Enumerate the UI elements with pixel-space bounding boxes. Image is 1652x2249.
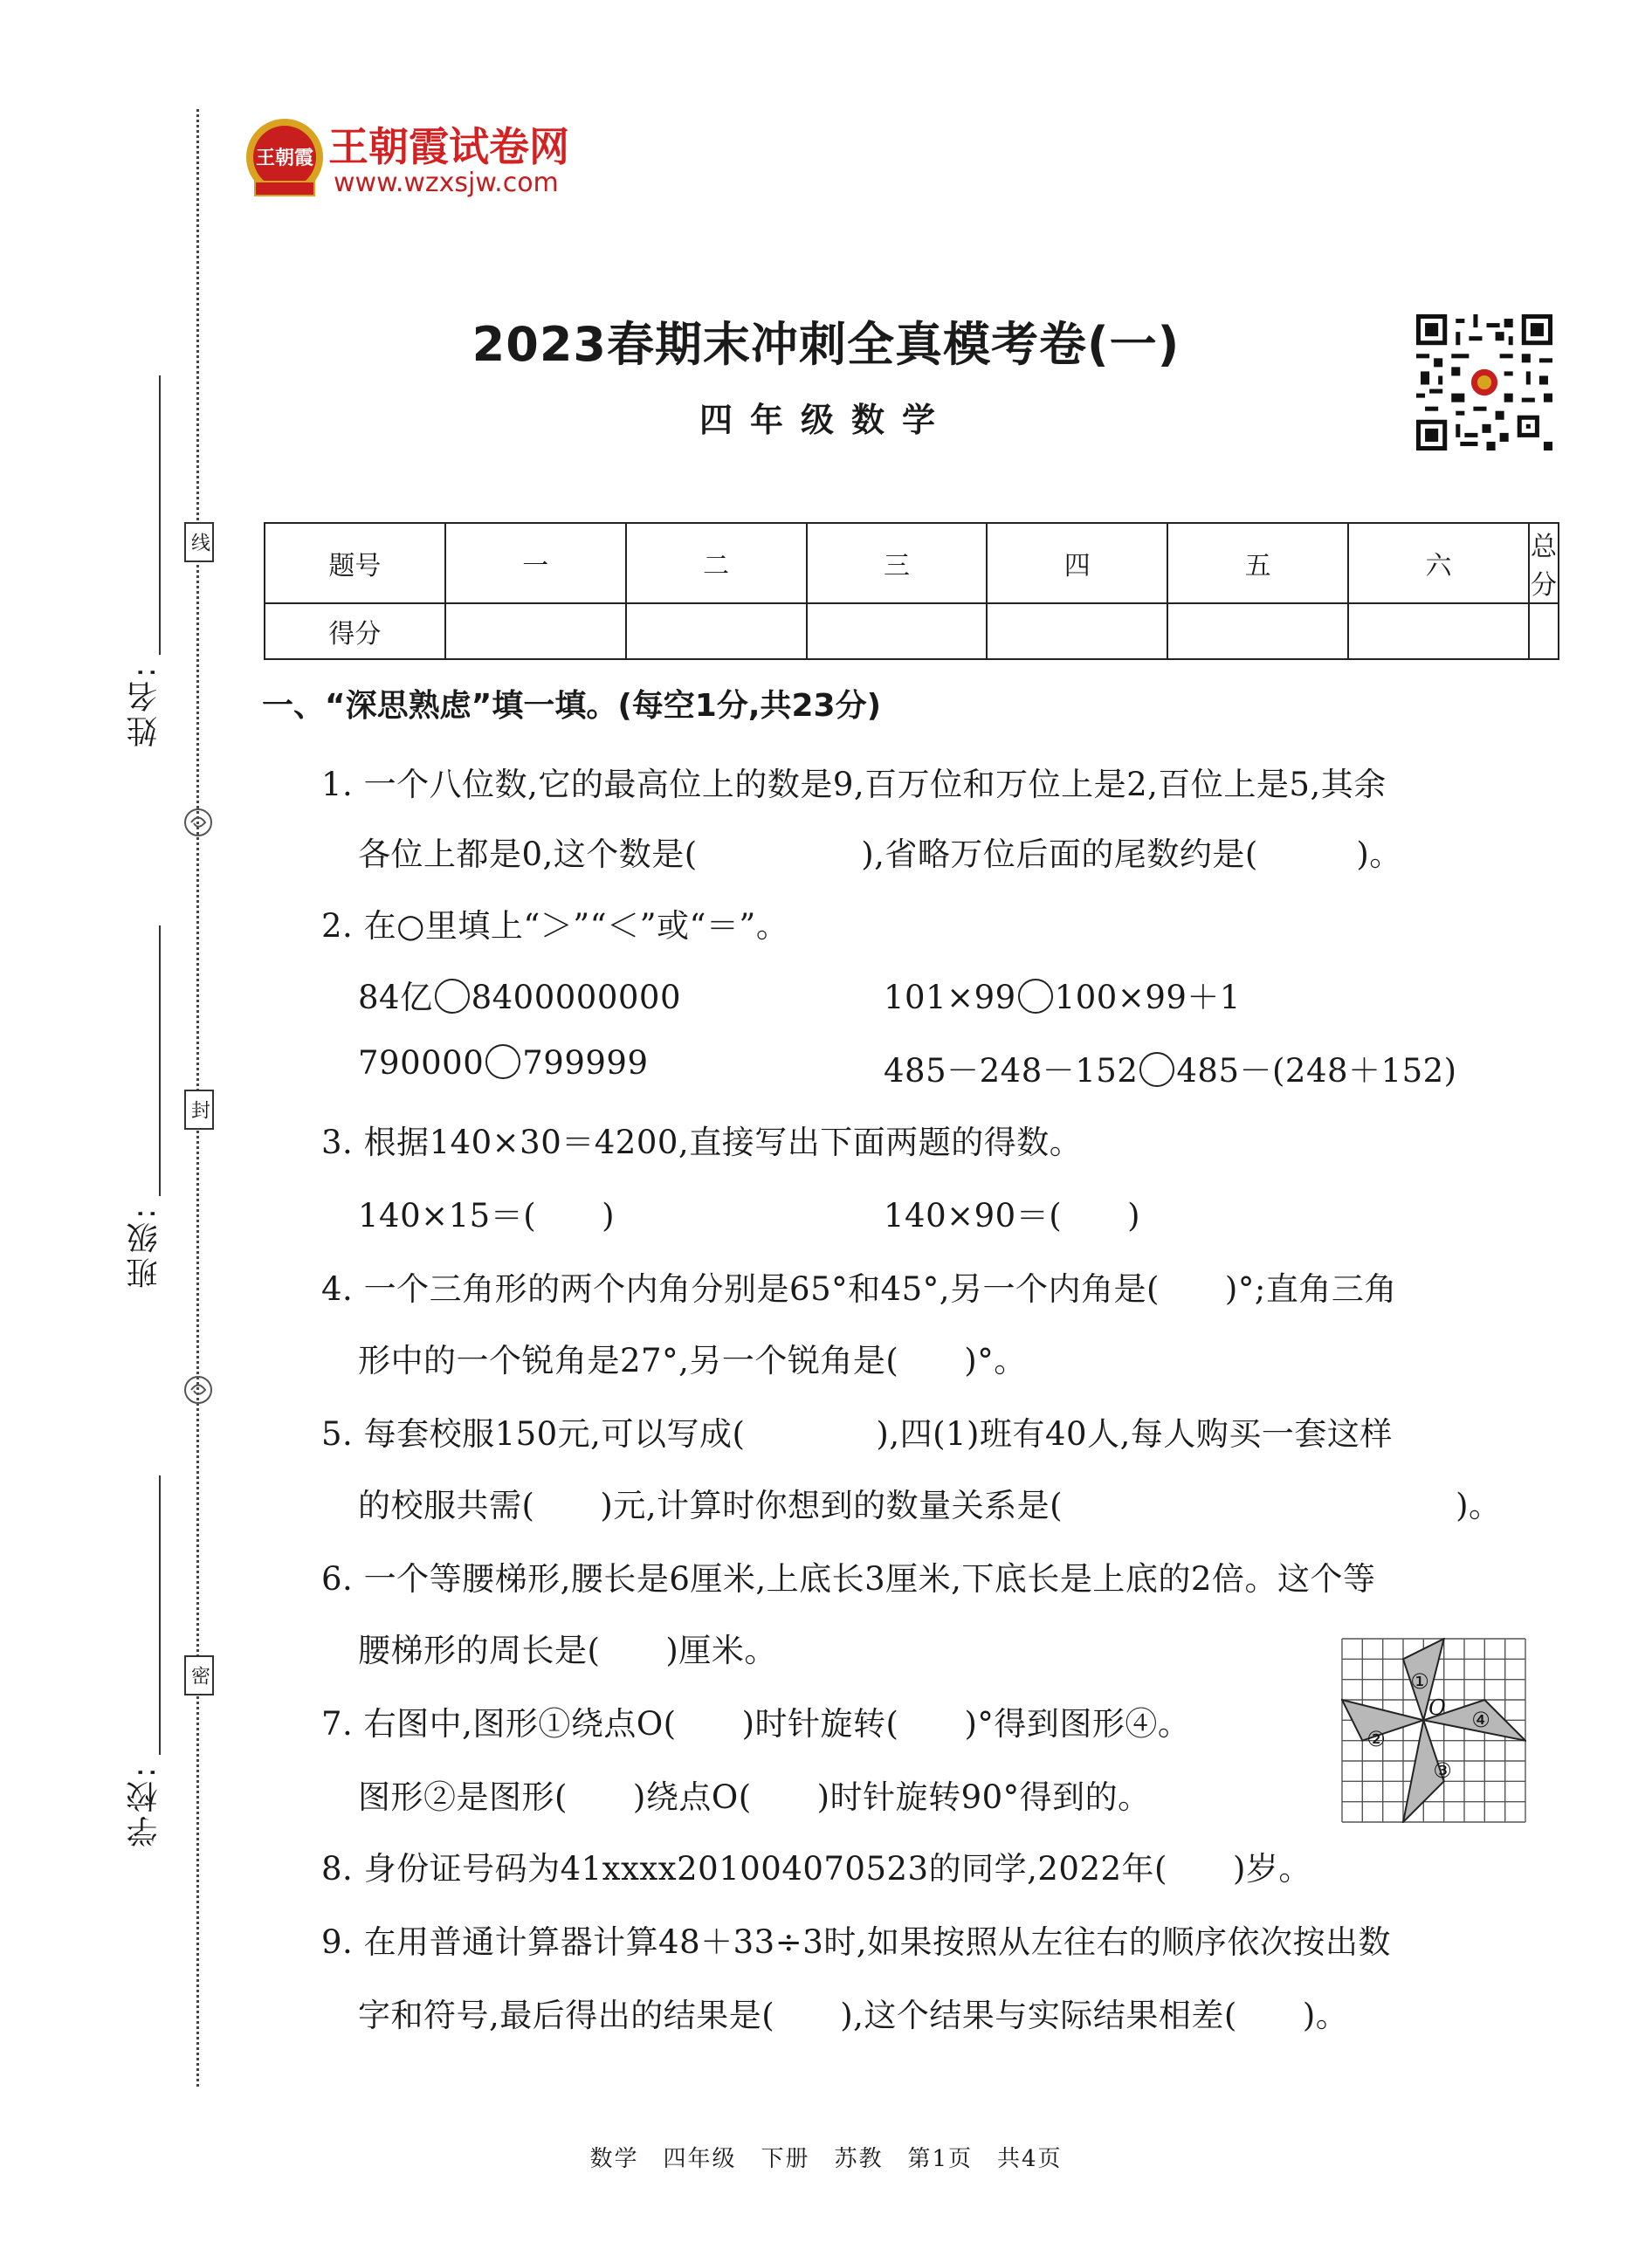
compare-circle-blank[interactable] bbox=[485, 1044, 520, 1079]
score-row-label: 得分 bbox=[265, 603, 445, 659]
q6-line-1: 6. 一个等腰梯形,腰长是6厘米,上底长3厘米,下底长是上底的2倍。这个等 bbox=[321, 1560, 1376, 1598]
score-header-cell: 四 bbox=[987, 523, 1167, 603]
name-label: 姓名: bbox=[127, 664, 162, 748]
shape-1-label: ① bbox=[1410, 1669, 1429, 1694]
score-cell[interactable] bbox=[445, 603, 626, 659]
seal-char-mi: 密 bbox=[184, 1655, 214, 1695]
q9-line-1: 9. 在用普通计算器计算48＋33÷3时,如果按照从左往右的顺序依次按出数 bbox=[321, 1923, 1392, 1961]
school-blank-line bbox=[159, 1475, 161, 1755]
score-header-cell: 一 bbox=[445, 523, 626, 603]
q5-line-2: 的校服共需( )元,计算时你想到的数量关系是( )。 bbox=[358, 1487, 1502, 1524]
score-cell[interactable] bbox=[1529, 603, 1559, 659]
score-header-cell: 三 bbox=[807, 523, 988, 603]
compare-a-right: 8400000000 bbox=[471, 979, 681, 1016]
score-header-cell: 六 bbox=[1348, 523, 1529, 603]
qr-code-icon[interactable] bbox=[1416, 314, 1552, 450]
compare-circle-blank[interactable] bbox=[435, 979, 470, 1014]
q1-line-2: 各位上都是0,这个数是( ),省略万位后面的尾数约是( )。 bbox=[358, 836, 1402, 873]
section-1-title: 一、“深思熟虑”填一填。(每空1分,共23分) bbox=[262, 688, 882, 724]
compare-d-left: 485－248－152 bbox=[884, 1052, 1139, 1090]
page-footer: 数学 四年级 下册 苏教 第1页 共4页 bbox=[589, 2146, 1063, 2172]
q7-line-1: 7. 右图中,图形①绕点O( )时针旋转( )°得到图形④。 bbox=[321, 1705, 1191, 1743]
swirl-ornament-icon bbox=[183, 808, 213, 837]
score-cell[interactable] bbox=[807, 603, 988, 659]
center-label: O bbox=[1428, 1695, 1446, 1720]
page-subtitle: 四年级数学 bbox=[699, 401, 953, 439]
compare-a-left: 84亿 bbox=[358, 979, 433, 1016]
brand-badge-icon bbox=[243, 113, 327, 201]
brand-url[interactable]: www.wzxsjw.com bbox=[334, 168, 559, 198]
swirl-ornament-icon bbox=[183, 1375, 213, 1405]
compare-c-left: 790000 bbox=[358, 1044, 485, 1082]
q3-direct-right: 140×90＝( ) bbox=[884, 1197, 1141, 1235]
q9-line-2: 字和符号,最后得出的结果是( ),这个结果与实际结果相差( )。 bbox=[358, 1997, 1349, 2034]
seal-char-feng: 封 bbox=[184, 1090, 214, 1130]
shape-4-label: ④ bbox=[1471, 1708, 1490, 1732]
q3-line: 3. 根据140×30＝4200,直接写出下面两题的得数。 bbox=[321, 1124, 1083, 1161]
compare-a bbox=[358, 971, 681, 1018]
compare-d bbox=[884, 1044, 1457, 1091]
class-blank-line bbox=[159, 925, 161, 1196]
q7-line-2: 图形②是图形( )绕点O( )时针旋转90°得到的。 bbox=[358, 1778, 1151, 1816]
compare-d-right: 485－(248＋152) bbox=[1176, 1052, 1457, 1090]
q2-line: 2. 在○里填上“＞”“＜”或“＝”。 bbox=[321, 907, 789, 945]
score-cell[interactable] bbox=[1348, 603, 1529, 659]
brand-badge-text: 王朝霞 bbox=[255, 148, 314, 169]
compare-b-right: 100×99＋1 bbox=[1054, 979, 1241, 1016]
shape-3-label: ③ bbox=[1433, 1758, 1452, 1783]
brand-name: 王朝霞试卷网 bbox=[328, 123, 569, 170]
compare-b bbox=[884, 971, 1241, 1018]
score-table-header-row bbox=[265, 523, 1559, 603]
seal-char-xian: 线 bbox=[184, 522, 214, 562]
q6-line-2: 腰梯形的周长是( )厘米。 bbox=[358, 1632, 777, 1669]
compare-c bbox=[358, 1044, 649, 1082]
q8-line: 8. 身份证号码为41xxxx201004070523的同学,2022年( )岁。 bbox=[321, 1850, 1311, 1888]
compare-b-left: 101×99 bbox=[884, 979, 1016, 1016]
q1-line-1: 1. 一个八位数,它的最高位上的数是9,百万位和万位上是2,百位上是5,其余 bbox=[321, 766, 1387, 803]
score-cell[interactable] bbox=[626, 603, 807, 659]
compare-circle-blank[interactable] bbox=[1139, 1052, 1174, 1087]
q4-line-2: 形中的一个锐角是27°,另一个锐角是( )°。 bbox=[358, 1342, 1027, 1379]
compare-c-right: 799999 bbox=[522, 1044, 649, 1082]
score-table bbox=[264, 522, 1559, 660]
score-header-cell: 题号 bbox=[265, 523, 445, 603]
rotation-figure bbox=[1341, 1638, 1526, 1823]
score-cell[interactable] bbox=[1167, 603, 1348, 659]
score-header-cell: 二 bbox=[626, 523, 807, 603]
school-label: 学校: bbox=[127, 1764, 162, 1848]
shape-2-label: ② bbox=[1366, 1727, 1386, 1751]
compare-circle-blank[interactable] bbox=[1018, 979, 1053, 1014]
score-header-cell: 五 bbox=[1167, 523, 1348, 603]
q4-line-1: 4. 一个三角形的两个内角分别是65°和45°,另一个内角是( )°;直角三角 bbox=[321, 1270, 1397, 1308]
page-title: 2023春期末冲刺全真模考卷(一) bbox=[472, 317, 1180, 372]
q3-direct-left: 140×15＝( ) bbox=[358, 1197, 616, 1235]
class-label: 班级: bbox=[127, 1205, 162, 1290]
score-header-cell: 总分 bbox=[1529, 523, 1559, 603]
q5-line-1: 5. 每套校服150元,可以写成( ),四(1)班有40人,每人购买一套这样 bbox=[321, 1415, 1393, 1453]
score-cell[interactable] bbox=[987, 603, 1167, 659]
score-table-score-row bbox=[265, 603, 1559, 659]
